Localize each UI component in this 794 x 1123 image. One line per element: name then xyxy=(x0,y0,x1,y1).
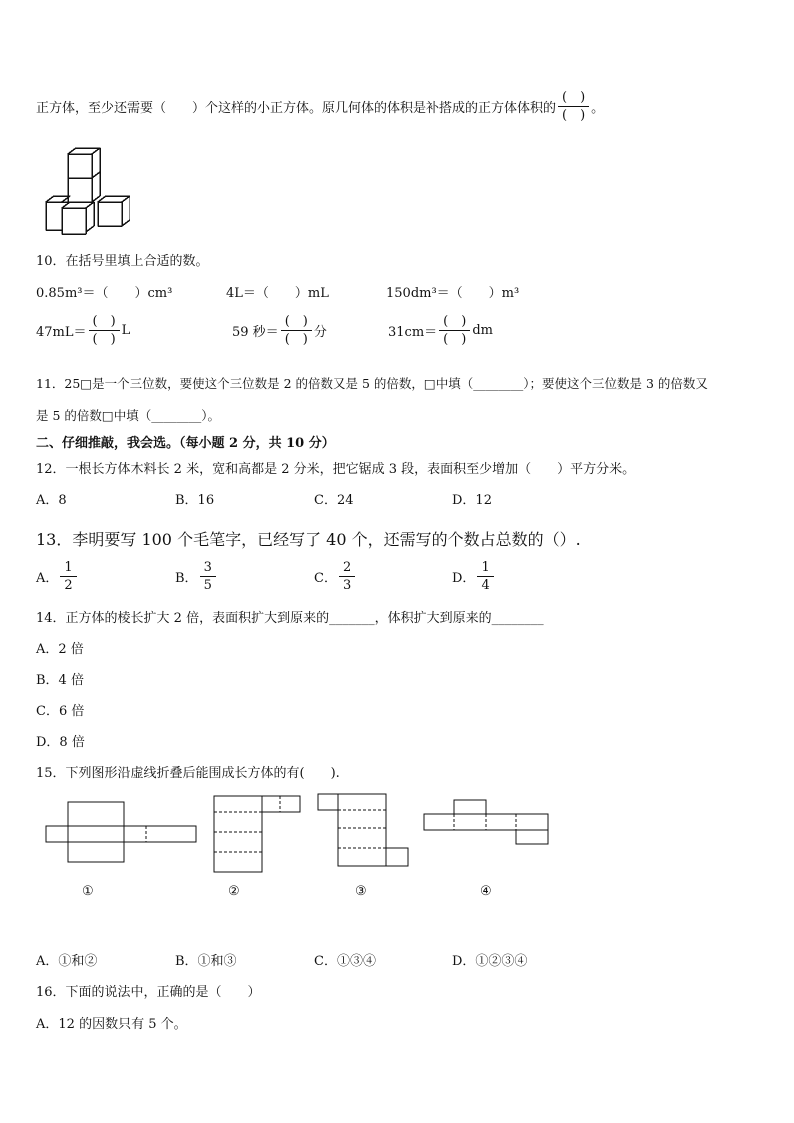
q13-text: 13．李明要写 100 个毛笔字，已经写了 40 个，还需写的个数占总数的（）. xyxy=(36,530,581,549)
q9-tail-line xyxy=(36,90,604,123)
q10-title: 10．在括号里填上合适的数。 xyxy=(36,254,209,269)
net-4 xyxy=(424,800,548,844)
q13-option-d-label: D． xyxy=(452,571,476,586)
q15-text: 15．下列图形沿虚线折叠后能围成长方体的有( ). xyxy=(36,766,340,781)
box-nets-figure xyxy=(40,790,560,882)
q14-option-d[interactable]: D．8 倍 xyxy=(36,735,85,750)
net-3 xyxy=(318,794,408,866)
q15-option-d[interactable]: D．①②③④ xyxy=(452,954,528,969)
q10-frac-3-num[interactable]: ( ) xyxy=(443,314,467,329)
q13-option-a-frac xyxy=(60,560,76,593)
q13-option-b-num: 3 xyxy=(203,560,212,575)
q10-frac-3-pre: 31cm＝ xyxy=(388,325,438,340)
q13-option-c-frac xyxy=(339,560,355,593)
q10-frac-item-3 xyxy=(388,314,493,347)
net-label-1: ① xyxy=(82,884,94,899)
q10-item-2: 4L＝（ ）mL xyxy=(226,286,329,301)
q13-option-c[interactable] xyxy=(314,560,357,593)
q12-text: 12．一根长方体木料长 2 米，宽和高都是 2 分米，把它锯成 3 段，表面积至少增加（ ）平方分米。 xyxy=(36,462,636,477)
q16-option-a[interactable]: A．12 的因数只有 5 个。 xyxy=(36,1017,187,1032)
q13-option-a-den: 2 xyxy=(60,576,76,593)
q10-frac-1-post: L xyxy=(121,323,131,338)
q12-option-b[interactable]: B．16 xyxy=(175,493,215,508)
q12-option-a[interactable]: A．8 xyxy=(36,493,67,508)
q9-fraction xyxy=(558,90,589,123)
q9-frac-denominator[interactable]: ( ) xyxy=(558,106,589,123)
q14-option-a[interactable]: A．2 倍 xyxy=(36,642,84,657)
q13-option-b-label: B． xyxy=(175,571,198,586)
q10-frac-item-1 xyxy=(36,314,130,347)
q16-text: 16．下面的说法中，正确的是（ ） xyxy=(36,985,261,1000)
q13-option-d-num: 1 xyxy=(481,560,490,575)
q12-option-d[interactable]: D．12 xyxy=(452,493,492,508)
q14-option-c[interactable]: C．6 倍 xyxy=(36,704,85,719)
q13-option-c-label: C． xyxy=(314,571,337,586)
q9-tail-text: 正方体，至少还需要（ ）个这样的小正方体。原几何体的体积是补搭成的正方体体积的 xyxy=(36,101,557,116)
q10-frac-3-den[interactable]: ( ) xyxy=(439,330,470,347)
q10-frac-2-num[interactable]: ( ) xyxy=(284,314,308,329)
q13-option-d-frac xyxy=(477,560,493,593)
q13-option-b-frac xyxy=(200,560,216,593)
q10-frac-2-den[interactable]: ( ) xyxy=(281,330,312,347)
q10-frac-1-pre: 47mL＝ xyxy=(36,325,87,340)
q13-option-c-num: 2 xyxy=(342,560,352,575)
q10-frac-2-post: 分 xyxy=(313,325,327,340)
q9-tail-end: 。 xyxy=(591,101,605,116)
q15-option-a[interactable]: A．①和② xyxy=(36,954,98,969)
q13-option-b-den: 5 xyxy=(200,576,216,593)
net-label-4: ④ xyxy=(480,884,492,899)
q10-frac-1-den[interactable]: ( ) xyxy=(89,330,120,347)
q13-option-a[interactable] xyxy=(36,560,79,593)
q10-frac-3-post: dm xyxy=(472,323,493,338)
net-1 xyxy=(46,802,196,862)
q13-option-a-label: A． xyxy=(36,571,59,586)
q14-option-b[interactable]: B．4 倍 xyxy=(36,673,84,688)
q13-option-b[interactable] xyxy=(175,560,218,593)
section-2-title: 二、仔细推敲，我会选。（每小题 2 分，共 10 分） xyxy=(36,436,335,451)
q13-option-d[interactable] xyxy=(452,560,496,593)
q13-option-c-den: 3 xyxy=(339,576,355,593)
q11-line-2: 是 5 的倍数□中填（________）。 xyxy=(36,408,220,423)
net-2 xyxy=(214,796,300,872)
q10-item-1: 0.85m³＝（ ）cm³ xyxy=(36,286,173,301)
q15-option-b[interactable]: B．①和③ xyxy=(175,954,237,969)
net-label-2: ② xyxy=(228,884,240,899)
q12-option-c[interactable]: C．24 xyxy=(314,493,354,508)
q10-frac-3 xyxy=(439,314,470,347)
q10-frac-item-2 xyxy=(232,314,327,347)
q13-option-a-num: 1 xyxy=(64,560,73,575)
net-label-3: ③ xyxy=(355,884,367,899)
q10-frac-1-num[interactable]: ( ) xyxy=(92,314,116,329)
q13-option-d-den: 4 xyxy=(477,576,493,593)
q9-frac-numerator[interactable]: ( ) xyxy=(562,90,586,105)
q10-frac-2-pre: 59 秒＝ xyxy=(232,325,279,340)
q14-text: 14．正方体的棱长扩大 2 倍，表面积扩大到原来的_______，体积扩大到原来的________ xyxy=(36,611,544,626)
q10-frac-2 xyxy=(281,314,312,347)
q10-frac-1 xyxy=(89,314,120,347)
q15-option-c[interactable]: C．①③④ xyxy=(314,954,376,969)
q10-item-3: 150dm³＝（ ）m³ xyxy=(386,286,520,301)
q11-line-1: 11．25□是一个三位数，要使这个三位数是 2 的倍数又是 5 的倍数，□中填（________）；要使这个三位数是 3 的倍数又 xyxy=(36,376,708,391)
cube-stack-figure xyxy=(40,146,130,238)
